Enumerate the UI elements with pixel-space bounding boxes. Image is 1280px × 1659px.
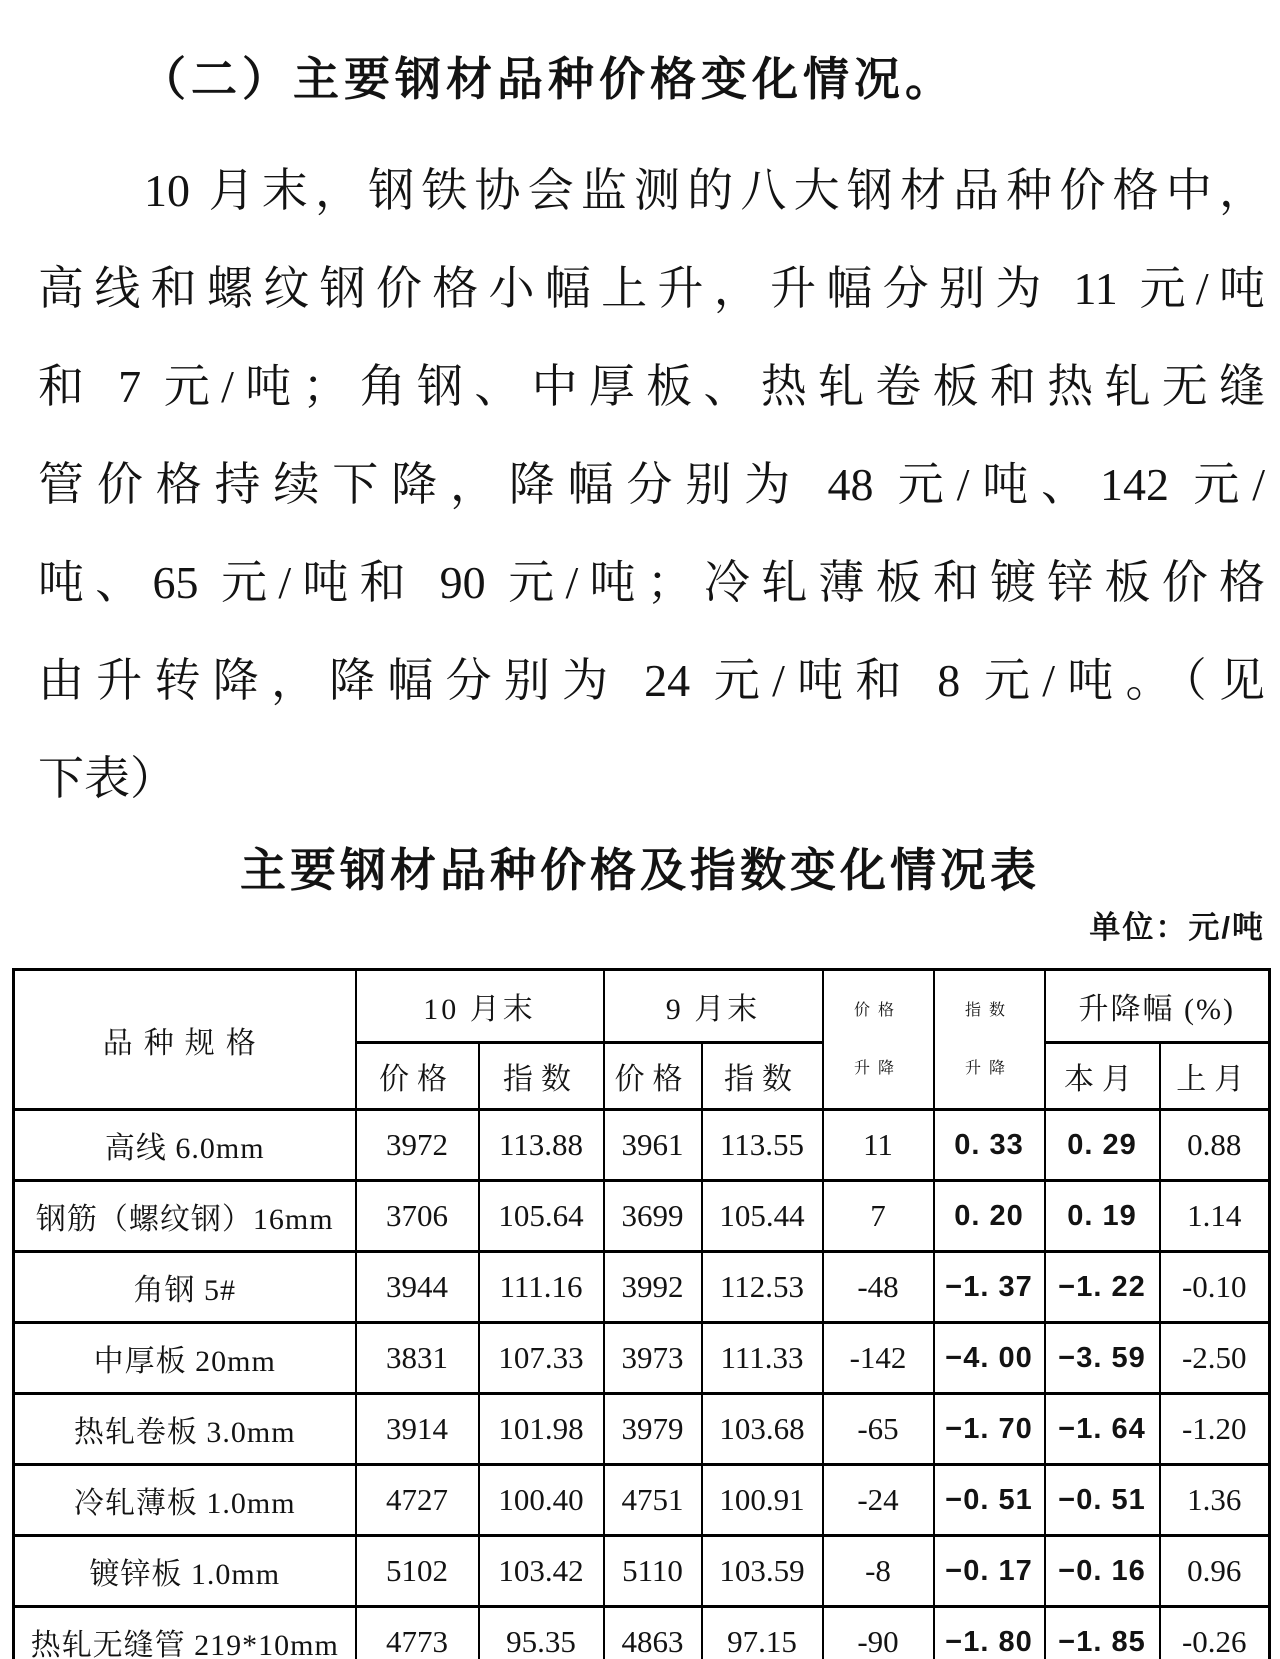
cell-sep-index: 105.44 [702,1181,823,1252]
header-price-change-line1: 价格 [853,1001,902,1019]
body-paragraph [38,142,1265,828]
row-label: 角钢 5# [14,1252,356,1323]
header-index-change-line1: 指数 [964,1001,1013,1019]
cell-pct-last: 1.14 [1160,1181,1270,1252]
cell-price-change: 11 [823,1110,934,1181]
row-label: 镀锌板 1.0mm [14,1536,356,1607]
cell-sep-index: 100.91 [702,1465,823,1536]
header-row-1 [14,970,1270,1043]
paragraph-line-2: 高线和螺纹钢价格小幅上升，升幅分别为 11 元/吨 [38,263,1265,314]
cell-sep-price: 3699 [604,1181,702,1252]
price-index-table [12,968,1271,1659]
paragraph-line-5: 吨、65 元/吨和 90 元/吨；冷轧薄板和镀锌板价格 [38,557,1265,608]
header-sep-end: 9 月末 [604,970,823,1043]
cell-oct-price: 3914 [356,1394,479,1465]
cell-oct-price: 3944 [356,1252,479,1323]
row-label: 热轧无缝管 219*10mm [14,1607,356,1659]
cell-price-change: -142 [823,1323,934,1394]
paragraph-line-4: 管价格持续下降，降幅分别为 48 元/吨、142 元/ [38,459,1265,510]
cell-sep-price: 4751 [604,1465,702,1536]
cell-oct-price: 3831 [356,1323,479,1394]
table-row [14,1110,1270,1181]
cell-pct-this: −1. 64 [1045,1394,1160,1465]
cell-pct-this: −1. 22 [1045,1252,1160,1323]
cell-pct-last: -0.10 [1160,1252,1270,1323]
header-oct-end: 10 月末 [356,970,604,1043]
paragraph-line-3: 和 7 元/吨；角钢、中厚板、热轧卷板和热轧无缝 [38,361,1265,412]
header-sep-price: 价格 [604,1043,702,1110]
header-oct-price: 价格 [356,1043,479,1110]
header-price-change [823,970,934,1110]
cell-oct-price: 3706 [356,1181,479,1252]
header-price-change-line2: 升降 [853,1059,902,1077]
paragraph-line-7: 下表） [38,753,176,804]
cell-index-change: −1. 37 [934,1252,1045,1323]
cell-pct-last: -1.20 [1160,1394,1270,1465]
cell-sep-index: 112.53 [702,1252,823,1323]
cell-price-change: -48 [823,1252,934,1323]
cell-oct-price: 3972 [356,1110,479,1181]
paragraph-line-1: 10 月末，钢铁协会监测的八大钢材品种价格中， [144,165,1265,216]
cell-sep-price: 5110 [604,1536,702,1607]
table-row [14,1252,1270,1323]
cell-sep-price: 3992 [604,1252,702,1323]
cell-pct-this: −0. 16 [1045,1536,1160,1607]
table-row [14,1394,1270,1465]
cell-sep-index: 103.68 [702,1394,823,1465]
cell-sep-price: 3973 [604,1323,702,1394]
table-row [14,1323,1270,1394]
header-pct-change: 升降幅 (%) [1045,970,1270,1043]
cell-index-change: −1. 70 [934,1394,1045,1465]
header-oct-index: 指数 [479,1043,604,1110]
cell-oct-index: 101.98 [479,1394,604,1465]
cell-oct-price: 5102 [356,1536,479,1607]
cell-sep-index: 97.15 [702,1607,823,1659]
row-label: 热轧卷板 3.0mm [14,1394,356,1465]
cell-price-change: -90 [823,1607,934,1659]
cell-oct-index: 103.42 [479,1536,604,1607]
cell-oct-index: 105.64 [479,1181,604,1252]
header-sep-index: 指数 [702,1043,823,1110]
cell-pct-last: 0.96 [1160,1536,1270,1607]
table-row [14,1607,1270,1659]
cell-oct-index: 100.40 [479,1465,604,1536]
cell-pct-last: -2.50 [1160,1323,1270,1394]
cell-price-change: -8 [823,1536,934,1607]
table-row [14,1536,1270,1607]
header-this-month: 本月 [1045,1043,1160,1110]
table-row [14,1465,1270,1536]
cell-pct-last: -0.26 [1160,1607,1270,1659]
row-label: 冷轧薄板 1.0mm [14,1465,356,1536]
table-row [14,1181,1270,1252]
cell-sep-price: 3979 [604,1394,702,1465]
cell-index-change: −1. 80 [934,1607,1045,1659]
cell-pct-this: −3. 59 [1045,1323,1160,1394]
row-label: 高线 6.0mm [14,1110,356,1181]
header-index-change-line2: 升降 [964,1059,1013,1077]
cell-oct-price: 4773 [356,1607,479,1659]
cell-index-change: 0. 33 [934,1110,1045,1181]
cell-index-change: −0. 51 [934,1465,1045,1536]
header-col-spec: 品种规格 [14,970,356,1110]
cell-pct-last: 1.36 [1160,1465,1270,1536]
row-label: 中厚板 20mm [14,1323,356,1394]
cell-pct-this: −1. 85 [1045,1607,1160,1659]
cell-price-change: 7 [823,1181,934,1252]
cell-pct-last: 0.88 [1160,1110,1270,1181]
unit-label: 单位：元/吨 [1089,910,1265,945]
cell-oct-index: 113.88 [479,1110,604,1181]
cell-index-change: −0. 17 [934,1536,1045,1607]
cell-index-change: −4. 00 [934,1323,1045,1394]
cell-oct-index: 107.33 [479,1323,604,1394]
cell-sep-price: 4863 [604,1607,702,1659]
cell-pct-this: 0. 29 [1045,1110,1160,1181]
cell-sep-index: 111.33 [702,1323,823,1394]
table-title: 主要钢材品种价格及指数变化情况表 [240,844,1040,896]
cell-sep-index: 103.59 [702,1536,823,1607]
cell-index-change: 0. 20 [934,1181,1045,1252]
header-last-month: 上月 [1160,1043,1270,1110]
cell-oct-price: 4727 [356,1465,479,1536]
cell-oct-index: 95.35 [479,1607,604,1659]
cell-sep-index: 113.55 [702,1110,823,1181]
cell-oct-index: 111.16 [479,1252,604,1323]
row-label: 钢筋（螺纹钢）16mm [14,1181,356,1252]
cell-price-change: -24 [823,1465,934,1536]
cell-sep-price: 3961 [604,1110,702,1181]
cell-pct-this: 0. 19 [1045,1181,1160,1252]
paragraph-line-6: 由升转降，降幅分别为 24 元/吨和 8 元/吨。（见 [38,655,1265,706]
section-heading: （二）主要钢材品种价格变化情况。 [140,54,956,105]
cell-price-change: -65 [823,1394,934,1465]
header-index-change [934,970,1045,1110]
cell-pct-this: −0. 51 [1045,1465,1160,1536]
